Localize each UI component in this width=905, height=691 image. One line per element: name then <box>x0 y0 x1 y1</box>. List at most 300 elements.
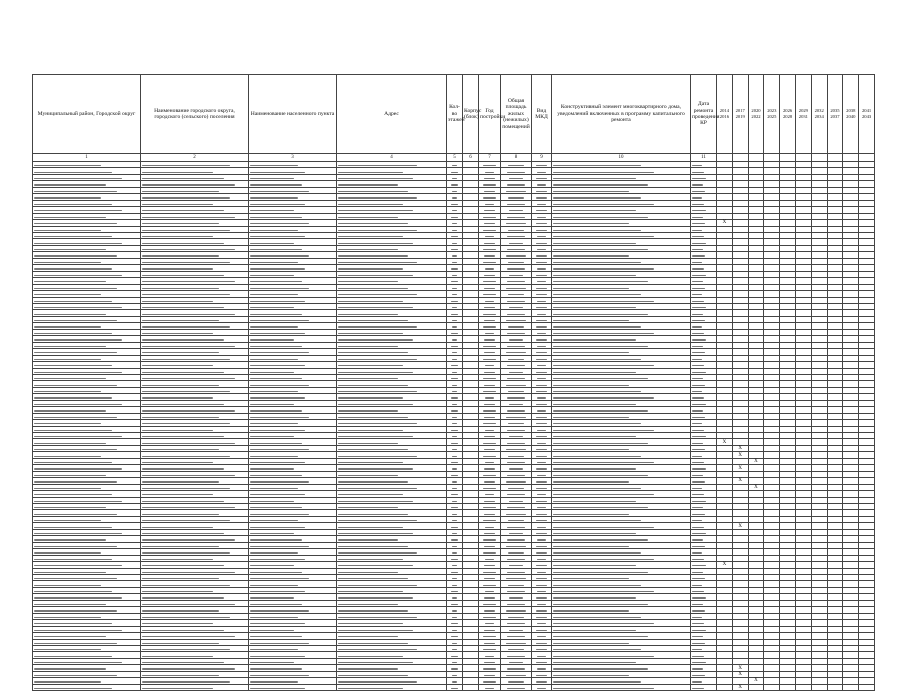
illegible-text <box>692 378 703 379</box>
illegible-text <box>338 578 408 579</box>
illegible-text <box>250 488 298 489</box>
illegible-text <box>537 507 546 508</box>
period-mark: X <box>732 445 748 451</box>
illegible-text <box>142 456 230 457</box>
illegible-text <box>452 417 457 418</box>
illegible-text <box>485 172 495 173</box>
illegible-text <box>483 539 496 540</box>
illegible-text <box>338 527 403 528</box>
illegible-text <box>507 668 524 669</box>
illegible-text <box>484 223 495 224</box>
illegible-text <box>507 314 524 315</box>
column-header: 2032 2034 <box>811 75 827 154</box>
illegible-text <box>484 630 496 631</box>
illegible-text <box>483 475 496 476</box>
illegible-text <box>506 643 525 644</box>
illegible-text <box>537 249 546 250</box>
illegible-text <box>142 539 235 540</box>
illegible-text <box>338 346 398 347</box>
illegible-text <box>537 494 547 495</box>
illegible-text <box>536 339 547 340</box>
illegible-text <box>692 668 703 669</box>
illegible-text <box>250 223 309 224</box>
illegible-text <box>553 262 641 263</box>
column-number <box>780 154 796 162</box>
illegible-text <box>553 372 636 373</box>
illegible-text <box>483 294 495 295</box>
illegible-text <box>142 365 213 366</box>
illegible-text <box>142 585 230 586</box>
illegible-text <box>338 210 413 211</box>
illegible-text <box>484 210 496 211</box>
illegible-text <box>452 404 457 405</box>
illegible-text <box>452 578 457 579</box>
illegible-text <box>508 681 524 682</box>
illegible-text <box>34 552 101 553</box>
illegible-text <box>508 617 524 618</box>
illegible-text <box>142 430 213 431</box>
illegible-text <box>452 197 458 198</box>
illegible-text <box>142 301 213 302</box>
illegible-text <box>34 385 117 386</box>
illegible-text <box>34 314 106 315</box>
illegible-text <box>338 688 403 689</box>
illegible-text <box>536 585 548 586</box>
illegible-text <box>508 423 524 424</box>
illegible-text <box>506 449 525 450</box>
illegible-text <box>34 223 117 224</box>
illegible-text <box>553 320 629 321</box>
column-number <box>811 154 827 162</box>
illegible-text <box>34 514 117 515</box>
illegible-text <box>536 662 547 663</box>
illegible-text <box>692 268 704 269</box>
illegible-text <box>485 333 495 334</box>
illegible-text <box>483 649 495 650</box>
illegible-text <box>142 172 213 173</box>
illegible-text <box>451 462 458 463</box>
illegible-text <box>509 501 524 502</box>
illegible-text <box>250 539 302 540</box>
illegible-text <box>553 249 648 250</box>
illegible-text <box>142 501 224 502</box>
illegible-text <box>452 643 457 644</box>
illegible-text <box>142 597 224 598</box>
illegible-text <box>553 662 636 663</box>
illegible-text <box>507 346 524 347</box>
illegible-text <box>338 223 408 224</box>
illegible-text <box>536 294 548 295</box>
illegible-text <box>484 191 495 192</box>
illegible-text <box>338 520 417 521</box>
illegible-text <box>553 481 629 482</box>
illegible-text <box>34 178 122 179</box>
illegible-text <box>34 475 106 476</box>
illegible-text <box>250 294 298 295</box>
illegible-text <box>509 565 524 566</box>
illegible-text <box>692 417 705 418</box>
illegible-text <box>536 191 546 192</box>
illegible-text <box>452 230 458 231</box>
illegible-text <box>338 585 417 586</box>
illegible-text <box>692 610 705 611</box>
illegible-text <box>142 481 219 482</box>
illegible-text <box>485 494 495 495</box>
illegible-text <box>451 410 457 411</box>
illegible-text <box>553 617 641 618</box>
illegible-text <box>34 197 101 198</box>
illegible-text <box>692 527 704 528</box>
illegible-text <box>250 591 305 592</box>
illegible-text <box>34 417 117 418</box>
illegible-text <box>692 688 704 689</box>
illegible-text <box>507 494 525 495</box>
illegible-text <box>536 578 546 579</box>
illegible-text <box>338 668 398 669</box>
header-row <box>33 75 875 154</box>
illegible-text <box>250 320 309 321</box>
illegible-text <box>452 352 457 353</box>
column-number <box>795 154 811 162</box>
illegible-text <box>483 230 495 231</box>
illegible-text <box>508 165 524 166</box>
illegible-text <box>338 230 417 231</box>
illegible-text <box>508 391 524 392</box>
illegible-text <box>553 597 636 598</box>
illegible-text <box>484 501 496 502</box>
illegible-text <box>509 404 524 405</box>
illegible-text <box>250 527 305 528</box>
illegible-text <box>338 314 398 315</box>
illegible-text <box>692 539 703 540</box>
period-mark: X <box>732 478 748 484</box>
illegible-text <box>338 359 417 360</box>
illegible-text <box>142 578 219 579</box>
illegible-text <box>34 243 122 244</box>
illegible-text <box>34 539 106 540</box>
illegible-text <box>142 178 224 179</box>
illegible-text <box>338 301 403 302</box>
illegible-text <box>452 436 457 437</box>
illegible-text <box>142 643 219 644</box>
illegible-text <box>692 591 704 592</box>
illegible-text <box>338 288 408 289</box>
illegible-text <box>34 191 117 192</box>
illegible-text <box>553 462 654 463</box>
illegible-text <box>692 372 706 373</box>
illegible-text <box>536 481 546 482</box>
illegible-text <box>452 610 457 611</box>
illegible-text <box>142 210 224 211</box>
table-cell <box>337 684 447 690</box>
table-cell <box>141 684 249 690</box>
illegible-text <box>553 501 636 502</box>
illegible-text <box>338 391 417 392</box>
illegible-text <box>250 385 309 386</box>
illegible-text <box>142 307 224 308</box>
illegible-text <box>34 610 117 611</box>
illegible-text <box>536 597 547 598</box>
illegible-text <box>338 217 398 218</box>
illegible-text <box>338 546 408 547</box>
illegible-text <box>506 352 525 353</box>
illegible-text <box>451 668 457 669</box>
illegible-text <box>338 236 403 237</box>
illegible-text <box>484 662 496 663</box>
illegible-text <box>452 456 458 457</box>
illegible-text <box>250 410 302 411</box>
illegible-text <box>537 314 546 315</box>
illegible-text <box>692 681 702 682</box>
illegible-text <box>507 410 524 411</box>
illegible-text <box>536 288 546 289</box>
illegible-text <box>553 223 629 224</box>
illegible-text <box>509 533 524 534</box>
illegible-text <box>484 307 496 308</box>
illegible-text <box>338 456 417 457</box>
illegible-text <box>250 578 309 579</box>
illegible-text <box>553 210 636 211</box>
illegible-text <box>509 210 524 211</box>
illegible-text <box>553 294 641 295</box>
illegible-text <box>483 184 496 185</box>
illegible-text <box>484 243 496 244</box>
illegible-text <box>553 191 629 192</box>
illegible-text <box>250 610 309 611</box>
illegible-text <box>536 552 548 553</box>
illegible-text <box>250 436 294 437</box>
illegible-text <box>553 494 654 495</box>
illegible-text <box>692 501 706 502</box>
illegible-text <box>536 675 546 676</box>
illegible-text <box>34 501 122 502</box>
column-number: 8 <box>501 154 532 162</box>
illegible-text <box>142 423 230 424</box>
illegible-text <box>508 262 524 263</box>
illegible-text <box>509 597 524 598</box>
illegible-text <box>338 255 408 256</box>
illegible-text <box>692 436 706 437</box>
illegible-text <box>553 314 648 315</box>
illegible-text <box>142 165 230 166</box>
illegible-text <box>250 204 305 205</box>
illegible-text <box>553 385 629 386</box>
illegible-text <box>142 320 219 321</box>
illegible-text <box>250 565 294 566</box>
illegible-text <box>692 385 705 386</box>
illegible-text <box>536 320 546 321</box>
illegible-text <box>338 662 413 663</box>
illegible-text <box>142 197 230 198</box>
illegible-text <box>338 339 413 340</box>
illegible-text <box>338 172 403 173</box>
illegible-text <box>536 372 547 373</box>
period-mark: X <box>717 439 733 445</box>
period-cell <box>859 684 875 690</box>
illegible-text <box>692 578 705 579</box>
illegible-text <box>451 527 458 528</box>
illegible-text <box>509 468 524 469</box>
illegible-text <box>692 462 704 463</box>
illegible-text <box>692 410 703 411</box>
illegible-text <box>692 662 706 663</box>
illegible-text <box>692 294 702 295</box>
illegible-text <box>483 378 496 379</box>
illegible-text <box>484 275 496 276</box>
illegible-text <box>484 352 495 353</box>
illegible-text <box>142 488 230 489</box>
illegible-text <box>338 294 417 295</box>
illegible-text <box>692 449 705 450</box>
illegible-text <box>338 372 413 373</box>
illegible-text <box>451 688 458 689</box>
illegible-text <box>142 668 235 669</box>
illegible-text <box>692 604 703 605</box>
illegible-text <box>484 255 495 256</box>
illegible-text <box>553 559 654 560</box>
illegible-text <box>338 552 417 553</box>
illegible-text <box>537 688 547 689</box>
illegible-text <box>553 391 641 392</box>
illegible-text <box>250 417 309 418</box>
illegible-text <box>553 668 648 669</box>
illegible-text <box>250 681 298 682</box>
illegible-text <box>537 604 546 605</box>
illegible-text <box>536 468 547 469</box>
column-number: 11 <box>691 154 717 162</box>
illegible-text <box>34 681 101 682</box>
illegible-text <box>536 649 548 650</box>
illegible-text <box>483 572 496 573</box>
illegible-text <box>553 184 648 185</box>
illegible-text <box>553 346 648 347</box>
illegible-text <box>452 339 457 340</box>
illegible-text <box>692 339 706 340</box>
illegible-text <box>536 610 546 611</box>
illegible-text <box>451 301 458 302</box>
illegible-text <box>338 423 417 424</box>
illegible-text <box>692 617 702 618</box>
illegible-text <box>485 301 495 302</box>
illegible-text <box>451 443 457 444</box>
illegible-text <box>536 630 547 631</box>
illegible-text <box>338 307 413 308</box>
illegible-text <box>452 385 457 386</box>
table-cell <box>479 684 501 690</box>
illegible-text <box>250 520 298 521</box>
illegible-text <box>537 184 546 185</box>
illegible-text <box>338 643 408 644</box>
illegible-text <box>536 262 548 263</box>
period-mark: X <box>748 678 764 684</box>
illegible-text <box>142 610 219 611</box>
illegible-text <box>338 597 413 598</box>
illegible-text <box>451 281 457 282</box>
column-number: 2 <box>141 154 249 162</box>
illegible-text <box>250 249 302 250</box>
illegible-text <box>250 230 298 231</box>
illegible-text <box>34 397 112 398</box>
illegible-text <box>451 346 457 347</box>
illegible-text <box>142 217 235 218</box>
illegible-text <box>506 514 525 515</box>
illegible-text <box>452 255 457 256</box>
illegible-text <box>34 656 112 657</box>
illegible-text <box>485 656 495 657</box>
illegible-text <box>508 488 524 489</box>
illegible-text <box>250 423 298 424</box>
illegible-text <box>507 281 524 282</box>
illegible-text <box>485 236 495 237</box>
illegible-text <box>338 507 398 508</box>
illegible-text <box>452 423 458 424</box>
illegible-text <box>553 301 654 302</box>
illegible-text <box>250 191 309 192</box>
illegible-text <box>142 268 213 269</box>
illegible-text <box>507 539 524 540</box>
illegible-text <box>553 436 636 437</box>
illegible-text <box>452 585 458 586</box>
illegible-text <box>338 501 413 502</box>
illegible-text <box>338 475 398 476</box>
illegible-text <box>452 307 457 308</box>
illegible-text <box>34 578 117 579</box>
illegible-text <box>338 436 413 437</box>
illegible-text <box>142 475 235 476</box>
illegible-text <box>250 649 298 650</box>
illegible-text <box>142 378 235 379</box>
illegible-text <box>451 656 458 657</box>
illegible-text <box>250 307 294 308</box>
illegible-text <box>484 372 496 373</box>
illegible-text <box>451 378 457 379</box>
column-header: Корпус (блок) <box>463 75 479 154</box>
illegible-text <box>537 333 547 334</box>
illegible-text <box>452 481 457 482</box>
illegible-text <box>692 597 706 598</box>
illegible-text <box>451 507 457 508</box>
illegible-text <box>142 468 224 469</box>
illegible-text <box>250 184 302 185</box>
illegible-text <box>537 539 546 540</box>
column-number <box>843 154 859 162</box>
illegible-text <box>553 359 641 360</box>
illegible-text <box>692 281 703 282</box>
illegible-text <box>537 430 547 431</box>
illegible-text <box>536 359 548 360</box>
period-mark: X <box>732 523 748 529</box>
illegible-text <box>692 346 703 347</box>
illegible-text <box>338 617 417 618</box>
illegible-text <box>338 243 413 244</box>
illegible-text <box>250 197 298 198</box>
illegible-text <box>34 326 101 327</box>
illegible-text <box>508 197 524 198</box>
illegible-text <box>507 365 525 366</box>
illegible-text <box>484 643 495 644</box>
illegible-text <box>692 514 705 515</box>
illegible-text <box>250 262 298 263</box>
illegible-text <box>338 352 408 353</box>
illegible-text <box>142 565 224 566</box>
illegible-text <box>250 636 302 637</box>
illegible-text <box>451 184 457 185</box>
illegible-text <box>34 249 106 250</box>
illegible-text <box>452 565 457 566</box>
period-mark: X <box>732 465 748 471</box>
illegible-text <box>250 352 309 353</box>
illegible-text <box>250 314 302 315</box>
